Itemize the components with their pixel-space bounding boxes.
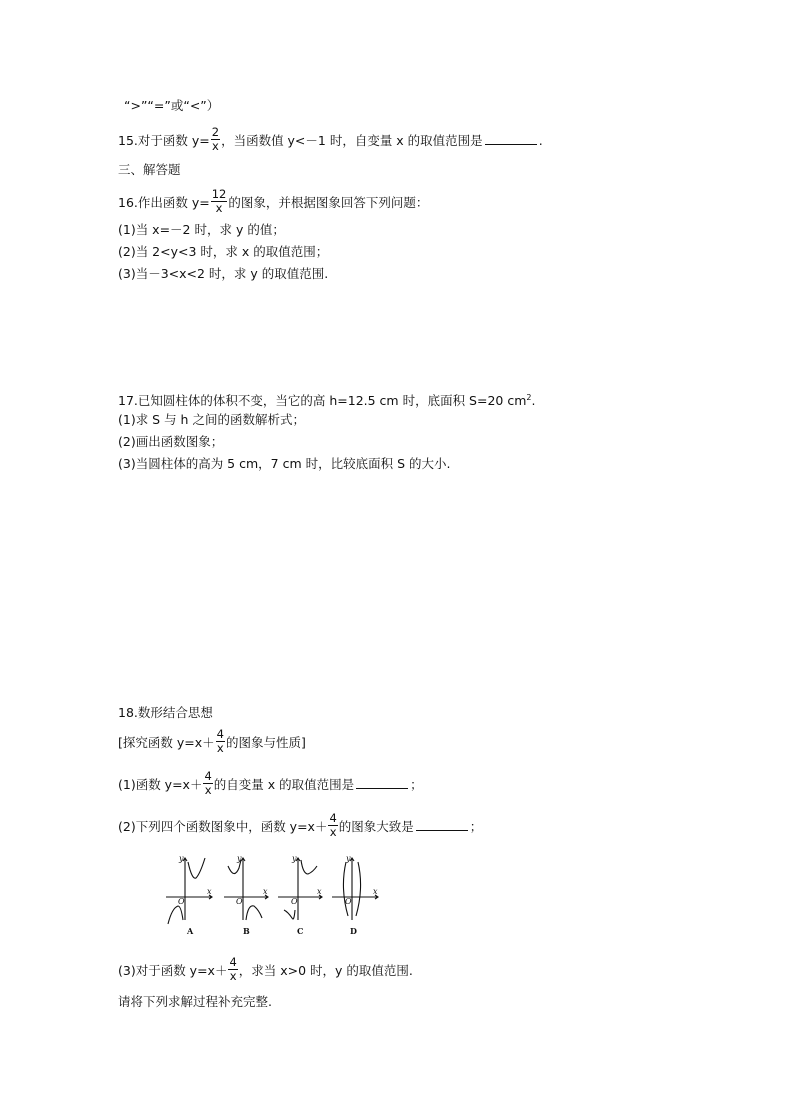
- graph-d-origin: O: [345, 897, 352, 906]
- q18-s1-fraction: [203, 770, 212, 797]
- q18-s2-pre: (2)下列四个函数图象中，函数 y=x＋: [118, 819, 328, 834]
- q14-tail: “>”“=”或“<”）: [124, 98, 220, 113]
- question-16: [118, 187, 429, 217]
- fraction-numerator: 4: [229, 955, 237, 969]
- q16-fraction: [211, 188, 228, 215]
- question-17: [118, 390, 535, 409]
- graph-label-d: D: [350, 926, 357, 936]
- q18-heading-fraction: [216, 728, 225, 755]
- q17-sub1: (1)求 S 与 h 之间的函数解析式；: [118, 412, 305, 427]
- graph-c: [278, 858, 322, 920]
- q18-s1-post: 的自变量 x 的取值范围是: [213, 777, 355, 792]
- q18-s2-answer-blank[interactable]: [416, 819, 468, 831]
- fraction-numerator: 4: [216, 727, 224, 741]
- q18-s2-fraction: [328, 812, 337, 839]
- graph-d: [332, 858, 378, 920]
- q18-heading-pre: [探究函数 y=x＋: [118, 735, 215, 750]
- graph-a-origin: O: [178, 897, 185, 906]
- fraction-numerator: 4: [204, 769, 212, 783]
- q15-fraction: [211, 126, 220, 153]
- q17-sub2: (2)画出函数图象；: [118, 434, 224, 449]
- q18-sub3: [118, 955, 413, 985]
- graph-b-origin: O: [236, 897, 243, 906]
- q18-s1-end: ；: [410, 777, 423, 792]
- q18-sub1: [118, 769, 423, 799]
- q18-s2-post: 的图象大致是: [338, 819, 414, 834]
- q18-s1-answer-blank[interactable]: [356, 777, 408, 789]
- q16-denominator: x: [215, 201, 223, 215]
- q18-s3-fraction: [228, 956, 237, 983]
- q16-sub3: (3)当－3<x<2 时，求 y 的取值范围.: [118, 266, 329, 281]
- q18-s3-post: ，求当 x>0 时，y 的取值范围.: [238, 963, 413, 978]
- fraction-denominator: x: [216, 741, 224, 755]
- q18-s2-end: ；: [469, 819, 483, 834]
- q17-sub3: (3)当圆柱体的高为 5 cm，7 cm 时，比较底面积 S 的大小.: [118, 456, 451, 471]
- q15-answer-blank[interactable]: [485, 133, 537, 145]
- q18-heading: [118, 727, 306, 757]
- q15-pre: 15.对于函数 y=: [118, 133, 210, 148]
- q18-s3-pre: (3)对于函数 y=x＋: [118, 963, 228, 978]
- fraction-denominator: x: [329, 825, 337, 839]
- q17-line1: 17.已知圆柱体的体积不变，当它的高 h=12.5 cm 时，底面积 S=20 cm: [118, 393, 527, 409]
- graph-c-curve-upper: [301, 860, 317, 874]
- question-15: [118, 125, 543, 155]
- q16-post: 的图象，并根据图象回答下列问题：: [228, 195, 429, 210]
- q15-end: .: [538, 133, 543, 148]
- q18-final-instruction: 请将下列求解过程补充完整.: [118, 994, 272, 1009]
- q17-line1-end: .: [531, 393, 536, 409]
- q17-superscript: 2: [526, 393, 532, 402]
- q16-sub1: (1)当 x=－2 时，求 y 的值；: [118, 222, 285, 237]
- graph-a: [166, 858, 212, 924]
- q18-sub2: [118, 811, 483, 841]
- graph-c-x-label: x: [317, 887, 322, 896]
- graph-label-b: B: [243, 926, 250, 936]
- graph-label-c: C: [297, 926, 304, 936]
- graph-d-x-label: x: [373, 887, 378, 896]
- graph-a-x-label: x: [207, 887, 212, 896]
- q16-pre: 16.作出函数 y=: [118, 195, 210, 210]
- q18-heading-post: 的图象与性质]: [225, 735, 306, 750]
- section-three-heading: 三、解答题: [118, 162, 181, 177]
- graph-d-curve-right: [356, 862, 361, 916]
- fraction-numerator: 4: [329, 811, 337, 825]
- graph-d-curve-left: [343, 862, 348, 916]
- option-graphs: [160, 852, 390, 934]
- q16-numerator: 12: [211, 187, 227, 201]
- graph-c-curve-lower: [284, 910, 295, 919]
- q18-title: 18.数形结合思想: [118, 705, 213, 720]
- q18-s1-pre: (1)函数 y=x＋: [118, 777, 203, 792]
- graph-d-y-label: y: [346, 854, 351, 863]
- graph-a-curve-upper: [188, 858, 205, 878]
- graph-c-y-label: y: [292, 854, 297, 863]
- fraction-denominator: x: [204, 783, 212, 797]
- graph-b: [224, 858, 268, 920]
- graph-b-y-label: y: [237, 854, 242, 863]
- option-graphs-svg: [160, 852, 390, 930]
- graph-a-y-label: y: [179, 854, 184, 863]
- q15-post: ，当函数值 y<－1 时，自变量 x 的取值范围是: [221, 133, 483, 148]
- q15-numerator: 2: [211, 125, 220, 139]
- graph-a-curve-lower: [168, 906, 183, 924]
- q16-sub2: (2)当 2<y<3 时，求 x 的取值范围；: [118, 244, 329, 259]
- graph-label-a: A: [187, 926, 194, 936]
- graph-b-x-label: x: [263, 887, 268, 896]
- q15-denominator: x: [211, 139, 219, 153]
- fraction-denominator: x: [229, 969, 237, 983]
- graph-c-origin: O: [291, 897, 298, 906]
- graph-b-curve-lower: [246, 906, 262, 920]
